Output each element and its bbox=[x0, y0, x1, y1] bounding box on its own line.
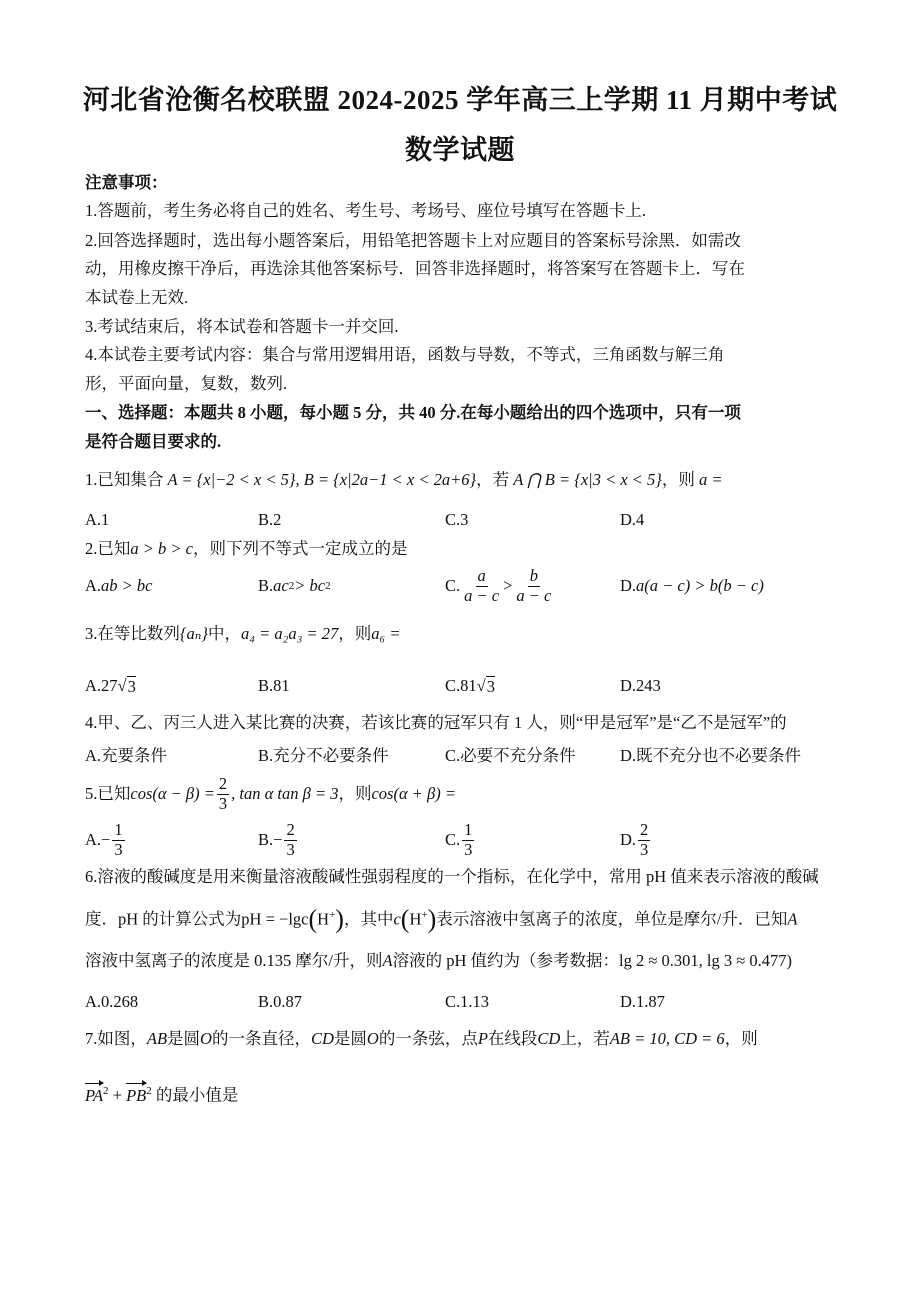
q5-math-tan: , tan α tan β = 3 bbox=[231, 784, 339, 803]
notice-item-2-line2: 动，用橡皮擦干净后，再选涂其他答案标号．回答非选择题时，将答案写在答题卡上．写在 bbox=[85, 259, 745, 278]
q6-option-c[interactable]: C.1.13 bbox=[445, 992, 490, 1011]
q3-number: 3. bbox=[85, 624, 98, 643]
q7-p: P bbox=[477, 1029, 488, 1048]
q6-ph-formula: pH = −lgc bbox=[241, 909, 309, 929]
question-4-stem bbox=[85, 712, 787, 734]
q7-exp1: 2 bbox=[103, 1085, 109, 1097]
q5-option-d[interactable] bbox=[620, 818, 652, 862]
q7-t7: 上，若 bbox=[560, 1029, 610, 1048]
question-6-line1 bbox=[85, 866, 819, 888]
notice-item-3: 3.考试结束后，将本试卷和答题卡一并交回. bbox=[85, 317, 399, 336]
q7-t6: 在线段 bbox=[487, 1029, 538, 1048]
q3-a-label: A. bbox=[85, 676, 102, 695]
q7-suffix: 的最小值是 bbox=[151, 1085, 239, 1105]
question-1-options bbox=[85, 500, 845, 540]
q3-a-coef: 27 bbox=[101, 676, 118, 695]
q7-cd: CD bbox=[310, 1029, 334, 1048]
q4-number: 4. bbox=[85, 713, 98, 732]
q5-mid: ，则 bbox=[338, 784, 372, 803]
q6-h2: H bbox=[409, 909, 422, 929]
section-heading-line2: 是符合题目要求的. bbox=[85, 432, 222, 451]
q5-b-label: B. bbox=[258, 830, 274, 849]
q6-h: H bbox=[317, 909, 330, 929]
question-7-line1 bbox=[85, 1028, 758, 1050]
q4-option-b[interactable]: B.充分不必要条件 bbox=[258, 746, 389, 765]
q7-t4: 是圆 bbox=[333, 1029, 367, 1048]
section-heading-line1: 一、选择题：本题共 8 小题，每小题 5 分，共 40 分.在每小题给出的四个选项中，只有一项 bbox=[85, 403, 741, 422]
q6-a-var: A bbox=[787, 909, 798, 929]
sqrt-icon: √ bbox=[117, 676, 127, 695]
exam-subtitle: 数学试题 bbox=[405, 135, 515, 165]
q6-c: c bbox=[393, 909, 401, 929]
question-5-stem bbox=[85, 772, 456, 816]
q6-option-d[interactable]: D.1.87 bbox=[620, 992, 665, 1011]
q6-line1-text: 溶液的酸碱度是用来衡量溶液酸碱性强弱程度的一个指标，在化学中，常用 pH 值来表示溶液的酸碱 bbox=[97, 867, 819, 886]
q2-c-frac1: $\frac{a}{a - c}$ bbox=[464, 566, 500, 605]
q2-c-gt: > bbox=[503, 576, 513, 595]
question-7-line2 bbox=[85, 1080, 238, 1107]
q3-option-d[interactable]: D.243 bbox=[620, 676, 661, 695]
q6-plus2: + bbox=[421, 909, 428, 921]
q5-option-b[interactable] bbox=[258, 818, 299, 862]
q3-a-radicand: 3 bbox=[127, 676, 136, 696]
q7-math: AB = 10, CD = 6 bbox=[609, 1029, 725, 1048]
q2-suffix: ，则下列不等式一定成立的是 bbox=[192, 539, 408, 558]
q3-prefix: 在等比数列 bbox=[97, 624, 180, 643]
q1-math-sets: A = {x|−2 < x < 5}, B = {x|2a−1 < x < 2a+6} bbox=[167, 470, 477, 489]
q3-option-c[interactable] bbox=[445, 666, 495, 706]
q2-option-a[interactable] bbox=[85, 564, 153, 608]
question-2-options bbox=[85, 564, 845, 608]
q6-line2-a: 度．pH 的计算公式为 bbox=[85, 909, 242, 929]
q6-line2-b: ，其中 bbox=[343, 909, 394, 929]
q7-exp2: 2 bbox=[146, 1085, 152, 1097]
q2-option-c[interactable] bbox=[445, 564, 555, 608]
q3-option-a[interactable] bbox=[85, 666, 136, 706]
q2-b-rhs: > bc bbox=[294, 576, 326, 595]
question-5-options bbox=[85, 818, 845, 862]
q5-option-a[interactable] bbox=[85, 818, 127, 862]
q7-o2: O bbox=[366, 1029, 379, 1048]
q5-a-sign: − bbox=[101, 830, 111, 849]
q3-c-coef: 81 bbox=[460, 676, 477, 695]
q1-prefix: 已知集合 bbox=[97, 470, 164, 489]
q7-number: 7. bbox=[85, 1029, 98, 1048]
q3-c-label: C. bbox=[445, 676, 461, 695]
q6-option-b[interactable]: B.0.87 bbox=[258, 992, 303, 1011]
q3-c-radicand: 3 bbox=[486, 676, 495, 696]
notice-heading: 注意事项： bbox=[85, 173, 168, 192]
q4-option-c[interactable]: C.必要不充分条件 bbox=[445, 746, 576, 765]
q3-math-a6: a₆ = bbox=[371, 624, 401, 643]
q5-d-frac: $\frac{2}{3}$ bbox=[640, 820, 649, 859]
q3-math: a₄ = a₂a₃ = 27 bbox=[241, 624, 339, 643]
q5-math-cos-diff: cos(α − β) = bbox=[130, 784, 215, 803]
question-6-options bbox=[85, 982, 845, 1022]
question-1-stem bbox=[85, 469, 723, 491]
notice-item-4-line1: 4.本试卷主要考试内容：集合与常用逻辑用语，函数与导数，不等式，三角函数与解三角 bbox=[85, 345, 725, 364]
notice-item-2-line1: 2.回答选择题时，选出每小题答案后，用铅笔把答题卡上对应题目的答案标号涂黑．如需改 bbox=[85, 231, 741, 250]
q2-a-label: A. bbox=[85, 576, 102, 595]
exam-title: 河北省沧衡名校联盟 2024-2025 学年高三上学期 11 月期中考试 bbox=[82, 85, 838, 115]
q1-math-intersection: A ⋂ B = {x|3 < x < 5} bbox=[513, 470, 662, 489]
q1-option-d[interactable]: D.4 bbox=[620, 510, 645, 529]
q6-plus: + bbox=[329, 909, 336, 921]
q6-line2-d: 表示溶液中氢离子的浓度，单位是摩尔/升．已知 bbox=[436, 909, 788, 929]
q5-a-label: A. bbox=[85, 830, 102, 849]
q5-number: 5. bbox=[85, 784, 98, 803]
q7-t5: 的一条弦，点 bbox=[378, 1029, 478, 1048]
q7-ab: AB bbox=[146, 1029, 168, 1048]
q7-t2: 是圆 bbox=[167, 1029, 201, 1048]
q4-stem-text: 甲、乙、丙三人进入某比赛的决赛，若该比赛的冠军只有 1 人，则“甲是冠军”是“乙不是冠军”的 bbox=[97, 713, 787, 732]
q4-option-d[interactable]: D.既不充分也不必要条件 bbox=[620, 746, 802, 765]
sqrt-icon: √ bbox=[476, 676, 486, 695]
q3-option-b[interactable]: B.81 bbox=[258, 676, 290, 695]
q1-mid: ，若 bbox=[476, 470, 510, 489]
q6-a-var2: A bbox=[382, 951, 393, 970]
q7-t8: ，则 bbox=[724, 1029, 758, 1048]
question-3-options bbox=[85, 666, 845, 706]
q2-b-label: B. bbox=[258, 576, 274, 595]
q2-prefix: 已知 bbox=[97, 539, 131, 558]
notice-item-1: 1.答题前，考生务必将自己的姓名、考生号、考场号、座位号填写在答题卡上. bbox=[85, 201, 646, 220]
q2-math: a > b > c bbox=[130, 539, 193, 558]
question-6-line3 bbox=[85, 950, 792, 972]
q5-option-c[interactable] bbox=[445, 818, 476, 862]
q5-prefix: 已知 bbox=[97, 784, 131, 803]
q5-a-frac: $\frac{1}{3}$ bbox=[114, 820, 123, 859]
q2-c-label: C. bbox=[445, 576, 461, 595]
question-2-stem bbox=[85, 538, 407, 560]
notice-item-2-line3: 本试卷上无效. bbox=[85, 288, 189, 307]
q1-math-a: a = bbox=[699, 470, 723, 489]
q3-suffix: ，则 bbox=[338, 624, 372, 643]
q5-c-label: C. bbox=[445, 830, 461, 849]
q1-option-a[interactable]: A.1 bbox=[85, 510, 110, 529]
q3-mid: 中， bbox=[208, 624, 242, 643]
q2-number: 2. bbox=[85, 539, 98, 558]
q2-option-b[interactable]: B. ac 2 > bc 2 bbox=[258, 576, 331, 595]
q1-option-b[interactable]: B.2 bbox=[258, 510, 282, 529]
q6-option-a[interactable]: A.0.268 bbox=[85, 992, 139, 1011]
q7-o1: O bbox=[200, 1029, 212, 1048]
q2-d-label: D. bbox=[620, 576, 637, 595]
question-6-line2: 度．pH 的计算公式为pH = −lgc(H+)，其中c(H+)表示溶液中氢离子的浓度，单位是摩尔/升．已知A bbox=[85, 904, 798, 934]
q1-suffix: ，则 bbox=[661, 470, 695, 489]
q3-sequence: {aₙ} bbox=[179, 624, 209, 643]
q5-b-sign: − bbox=[273, 830, 283, 849]
q7-cd2: CD bbox=[537, 1029, 561, 1048]
q7-plus: + bbox=[108, 1085, 127, 1105]
question-4-options bbox=[85, 734, 845, 774]
q5-frac: $\frac{2}{3}$ bbox=[218, 774, 228, 813]
q4-option-a[interactable]: A.充要条件 bbox=[85, 746, 168, 765]
q5-b-frac: $\frac{2}{3}$ bbox=[286, 820, 295, 859]
question-3-stem bbox=[85, 623, 401, 645]
q5-d-label: D. bbox=[620, 830, 637, 849]
q6-ref-data: lg 2 ≈ 0.301, lg 3 ≈ 0.477) bbox=[618, 951, 793, 970]
q2-d-math: a(a − c) > b(b − c) bbox=[636, 576, 764, 595]
q5-math-cos-sum: cos(α + β) = bbox=[371, 784, 456, 803]
q7-t3: 的一条直径， bbox=[211, 1029, 311, 1048]
q7-vector-pb: PB bbox=[126, 1085, 147, 1105]
q5-c-frac: $\frac{1}{3}$ bbox=[464, 820, 473, 859]
q2-c-frac2: $\frac{b}{a - c}$ bbox=[516, 566, 552, 605]
notice-item-4-line2: 形，平面向量，复数，数列. bbox=[85, 374, 288, 393]
q1-number: 1. bbox=[85, 470, 98, 489]
q1-option-c[interactable]: C.3 bbox=[445, 510, 469, 529]
q7-t1: 如图， bbox=[97, 1029, 147, 1048]
q2-option-d[interactable] bbox=[620, 564, 764, 608]
q2-b-lhs: ac bbox=[273, 576, 289, 595]
q7-vector-pa: PA bbox=[85, 1085, 104, 1105]
q6-number: 6. bbox=[85, 867, 98, 886]
q6-line3-c: 溶液的 pH 值约为（参考数据： bbox=[392, 951, 619, 970]
q2-a-math: ab > bc bbox=[101, 576, 153, 595]
q6-line3-a: 溶液中氢离子的浓度是 0.135 摩尔/升，则 bbox=[85, 951, 383, 970]
